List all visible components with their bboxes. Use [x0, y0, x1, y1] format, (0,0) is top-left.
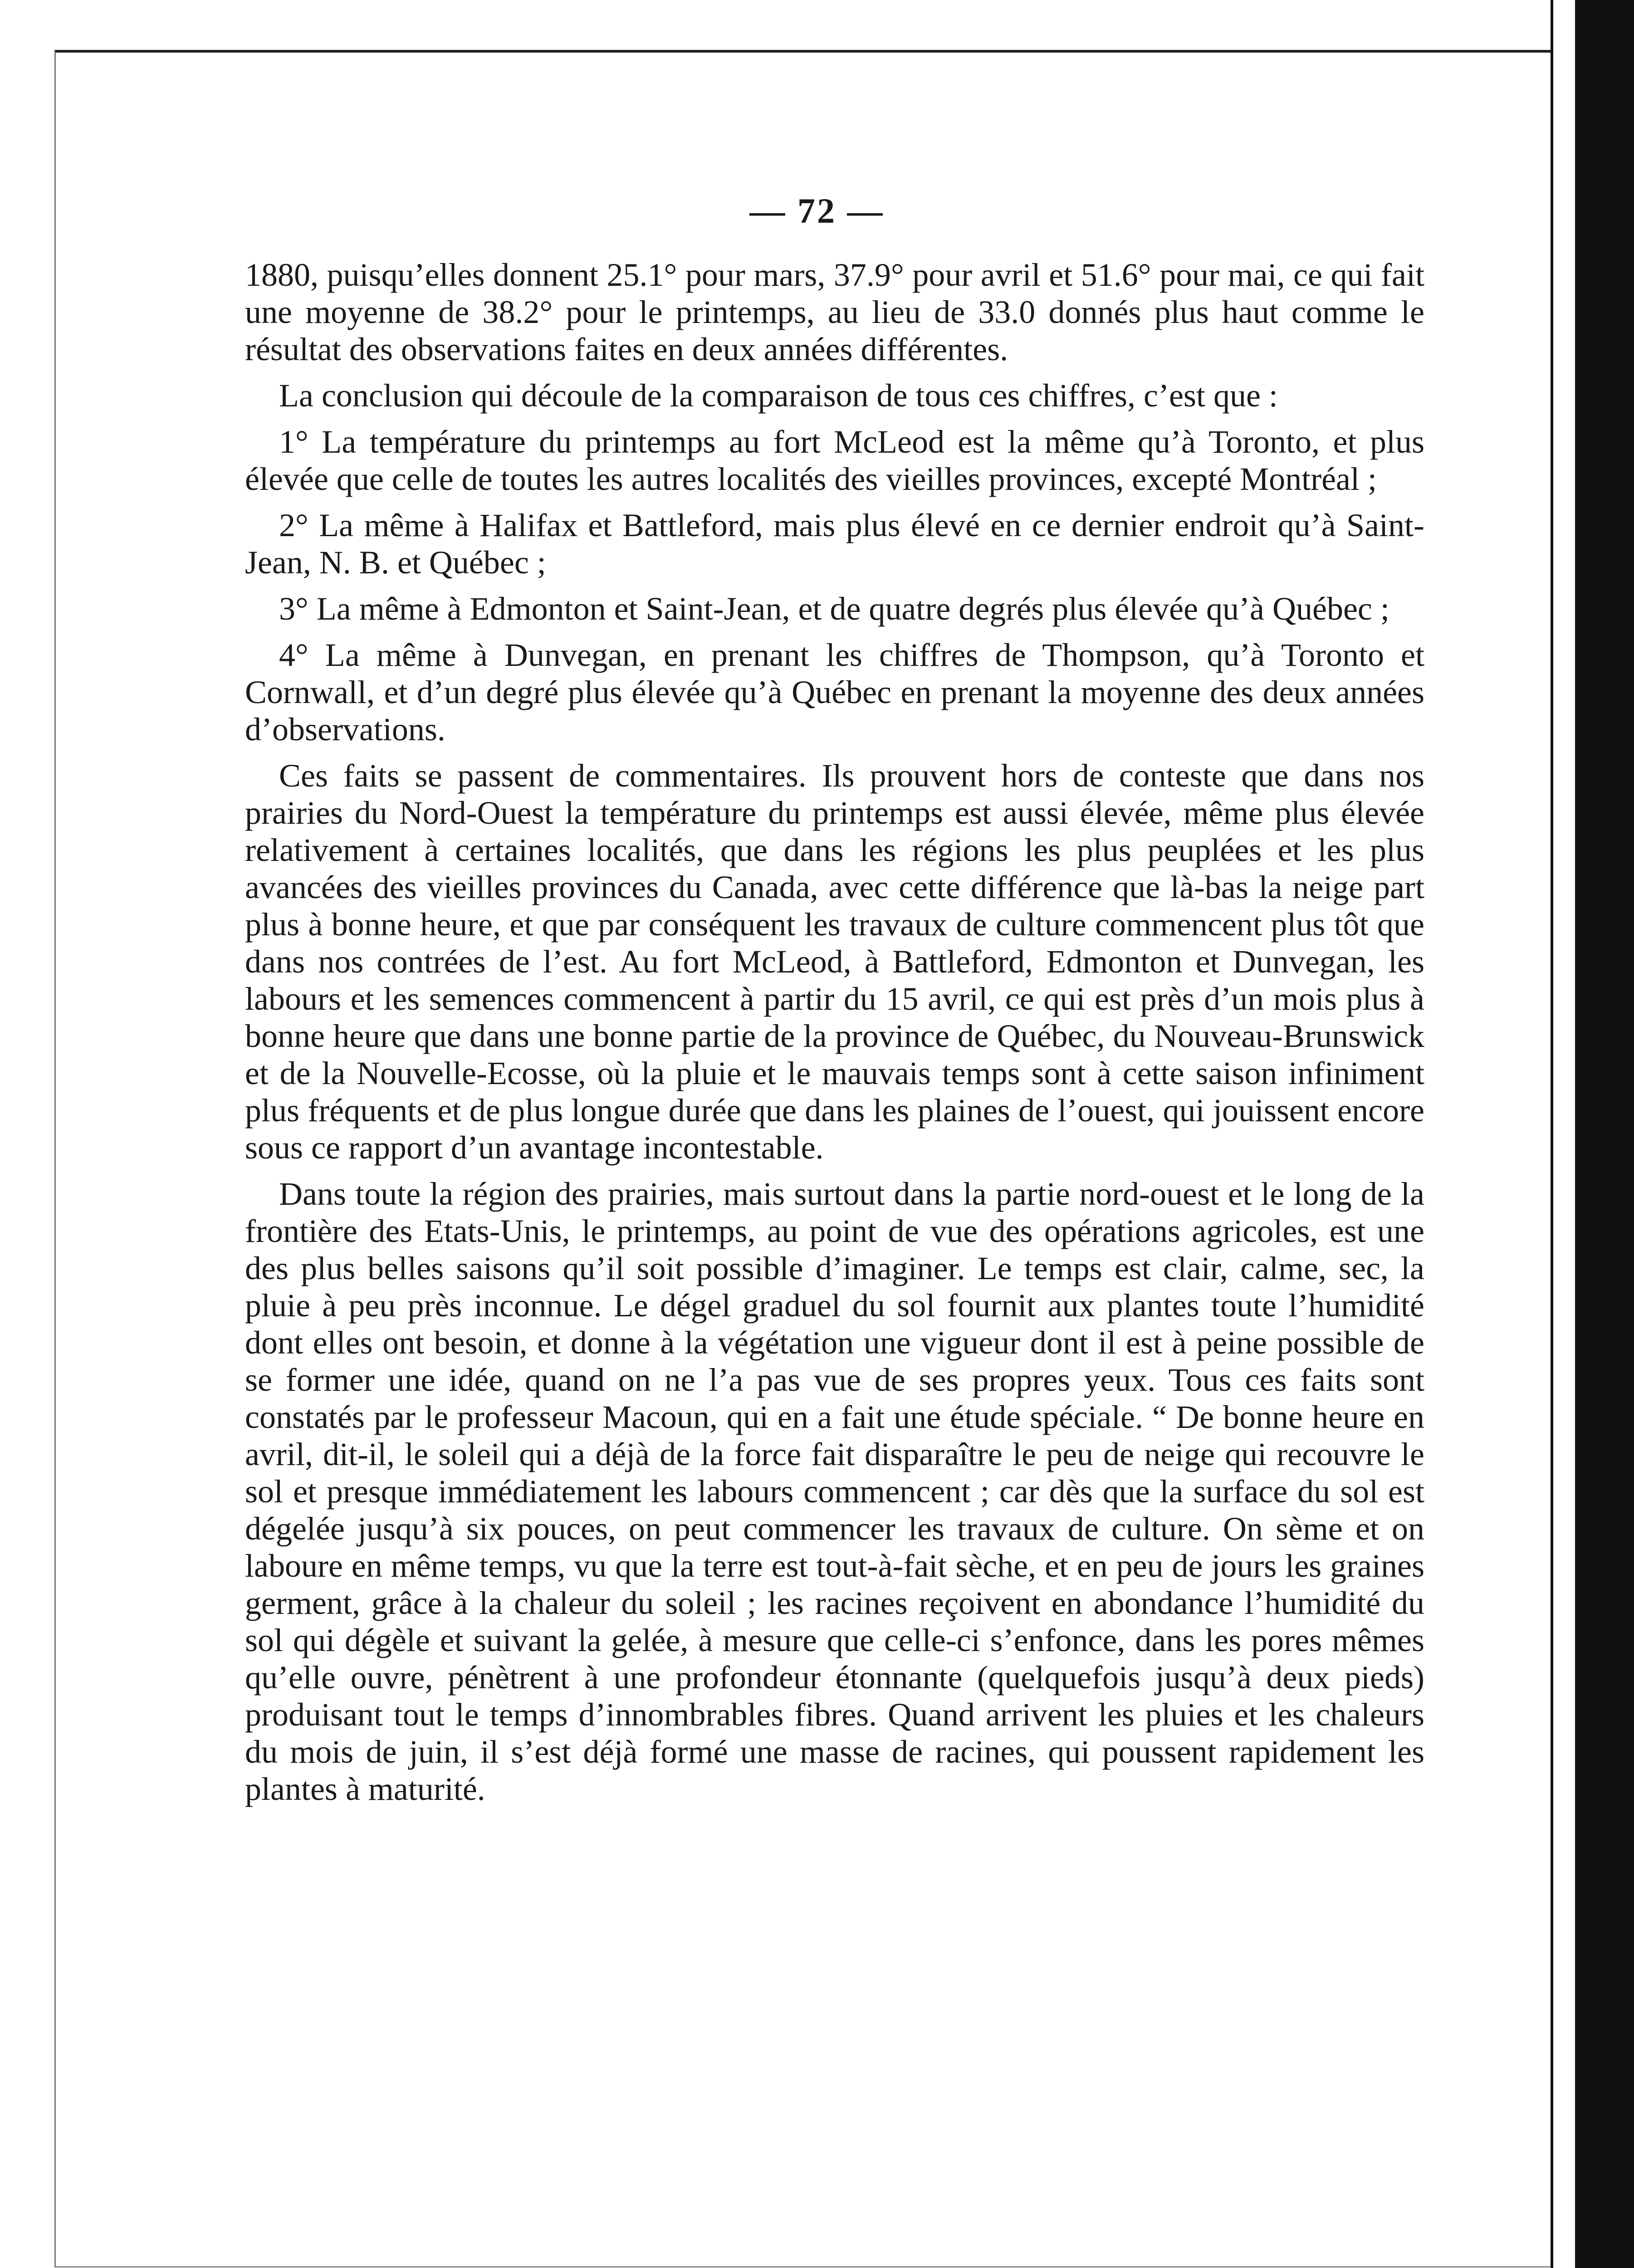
paragraph-continuation: 1880, puisqu’elles donnent 25.1° pour mars, 37.9° pour avril et 51.6° pour mai, ce qui fait une moyenne de 38.2° pour le printemps, au lieu de 33.0 donnés plus haut comme le résultat des observations faites en deux années différentes. — [245, 257, 1424, 367]
paragraph-prairies: Dans toute la région des prairies, mais surtout dans la partie nord-ouest et le long de la frontière des Etats-Unis, le printemps, au point de vue des opérations agricoles, est une des plus belles saisons qu’il soit possible d’imaginer. Le temps est clair, calme, sec, la pluie à peu près inconnue. Le dégel graduel du sol fournit aux plantes toute l’humidité dont elles ont besoin, et donne à la végétation une vigueur dont il est à peine possible de se former une idée, quand on ne l’a pas vue de ses propres yeux. Tous ces faits sont constatés par le professeur Macoun, qui en a fait une étude spéciale. “ De bonne heure en avril, dit-il, le soleil qui a déjà de la force fait disparaître le peu de neige qui recouvre le sol et presque immédiatement les labours commencent ; car dès que la surface du sol est dégelée jusqu’à six pouces, on peut commencer les travaux de culture. On sème et on laboure en même temps, vu que la terre est tout-à-fait sèche, et en peu de jours les graines germent, grâce à la chaleur du soleil ; les racines reçoivent en abondance l’humidité du sol qui dégèle et suivant la gelée, à mesure que celle-ci s’enfonce, dans les pores mêmes qu’elle ouvre, pénètrent à une profondeur étonnante (quelquefois jusqu’à deux pieds) produisant tout le temps d’innombrables fibres. Quand arrivent les pluies et les chaleurs du mois de juin, il s’est déjà formé une masse de racines, qui poussent rapidement les plantes à maturité. — [245, 1176, 1424, 1807]
body-text — [245, 256, 1424, 1817]
paragraph-point-2: 2° La même à Halifax et Battleford, mais plus élevé en ce dernier endroit qu’à Saint-Jean, N. B. et Québec ; — [245, 507, 1424, 581]
paragraph-facts: Ces faits se passent de commentaires. Ils prouvent hors de conteste que dans nos prairies du Nord-Ouest la température du printemps est aussi élevée, même plus élevée relativement à certaines localités, que dans les régions les plus peuplées et les plus avancées des vieilles provinces du Canada, avec cette différence que là-bas la neige part plus à bonne heure, et que par conséquent les travaux de culture commencent plus tôt que dans nos contrées de l’est. Au fort McLeod, à Battleford, Edmonton et Dunvegan, les labours et les semences commencent à partir du 15 avril, ce qui est près d’un mois plus à bonne heure que dans une bonne partie de la province de Québec, du Nouveau-Brunswick et de la Nouvelle-Ecosse, où la pluie et le mauvais temps sont à cette saison infiniment plus fréquents et de plus longue durée que dans les plaines de l’ouest, qui jouissent encore sous ce rapport d’un avantage incontestable. — [245, 758, 1424, 1166]
paragraph-point-3: 3° La même à Edmonton et Saint-Jean, et de quatre degrés plus élevée qu’à Québec ; — [279, 591, 1389, 627]
page-gutter — [1551, 0, 1575, 2268]
paragraph-point-1: 1° La température du printemps au fort McLeod est la même qu’à Toronto, et plus élevée que celle de toutes les autres localités des vieilles provinces, excepté Montréal ; — [245, 424, 1424, 497]
scan-edge — [1575, 0, 1634, 2268]
paragraph-conclusion: La conclusion qui découle de la comparaison de tous ces chiffres, c’est que : — [279, 377, 1278, 414]
page-number: — 72 — — [749, 191, 885, 230]
paragraph-point-4: 4° La même à Dunvegan, en prenant les chiffres de Thompson, qu’à Toronto et Cornwall, et d’un degré plus élevée qu’à Québec en prenant la moyenne des deux années d’observations. — [245, 637, 1424, 748]
